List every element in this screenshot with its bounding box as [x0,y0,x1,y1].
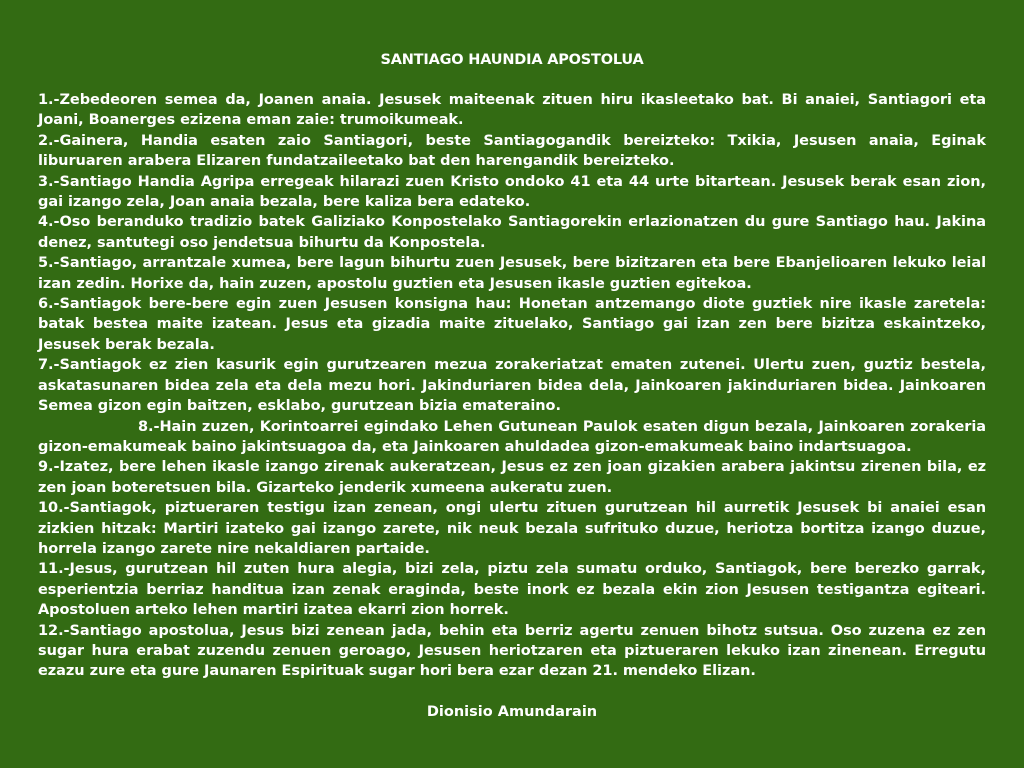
slide-title: SANTIAGO HAUNDIA APOSTOLUA [380,52,644,68]
paragraph-9: 9.-Izatez, bere lehen ikasle izango zirenak aukeratzean, Jesus ez zen joan gizakien arabera jakintsu zirenen bila, ez zen joan boteretsuen bila. Gizarteko jenderik xumeena aukeratu zuen. [38,459,986,496]
paragraph-10: 10.-Santiagok, piztueraren testigu izan zenean, ongi ulertu zituen gurutzean hil aurretik Jesusek bi anaiei esan zizkien hitzak: Martiri izateko gai izango zarete, nik neuk bezala sufrituko duzue, heriotza bortitza izango duzue, horrela izango zarete nire nekaldiaren partaide. [38,500,986,557]
paragraph-11: 11.-Jesus, gurutzean hil zuten hura alegia, bizi zela, piztu zela sumatu orduko, Santiagok, bere berezko garrak, esperientzia berriaz handitua izan zenak eraginda, beste inork ez bezala ekin zion Jesusen testigantza egiteari. Apostoluen arteko lehen martiri izatea ekarri zion horrek. [38,561,986,619]
paragraph-12: 12.-Santiago apostolua, Jesus bizi zenean jada, behin eta berriz agertu zenuen bihotz sutsua. Oso zuzena ez zen sugar hura erabat zuzendu zenuen geroago, Jesusen heriotzaren eta piztueraren lekuko izan zinenean. Erregutu ezazu zure eta gure Jaunaren Espirituak sugar hori bera ezar dezan 21. mendeko Elizan. [38,622,986,680]
author-name: Dionisio Amundarain [426,703,598,720]
paragraph-5: 5.-Santiago, arrantzale xumea, bere lagun bihurtu zuen Jesusek, bere bizitzaren eta bere Ebanjelioaren lekuko leial izan zedin. Horixe da, hain zuzen, apostolu guztien eta Jesusen ikasle guztien egitekoa. [38,255,986,292]
paragraph-6: 6.-Santiagok bere-bere egin zuen Jesusen konsigna hau: Honetan antzemango diote guztiek nire ikasle zaretela: batak bestea maite izatean. Jesus eta gizadia maite zituelako, Santiago gai izan zen bere bizitza eskaintzeko, Jesusek berak bezala. [38,296,986,353]
paragraph-7: 7.-Santiagok ez zien kasurik egin gurutzearen mezua zorakeriatzat ematen zutenei. Ulertu zuen, guztiz bestela, askatasunaren bidea zela eta dela mezu hori. Jakinduriaren bidea dela, Jainkoaren jakinduriaren bidea. Jainkoaren Semea gizon egin baitzen, esklabo, gurutzean bizia emateraino. [38,357,986,415]
paragraph-3: 3.-Santiago Handia Agripa erregeak hilarazi zuen Kristo ondoko 41 eta 44 urte bitartean. Jesusek berak esan zion, gai izango zela, Joan anaia bezala, bere kaliza bera edateko. [38,173,986,211]
paragraph-2: 2.-Gainera, Handia esaten zaio Santiagori, beste Santiagogandik bereizteko: Txikia, Jesusen anaia, Eginak liburuaren arabera Elizaren fundatzaileetako bat den harengandik bereizteko. [38,132,986,170]
paragraph-8: 8.-Hain zuzen, Korintoarrei egindako Lehen Gutunean Paulok esaten digun bezala, Jainkoaren zorakeria gizon-emakumeak baino jakintsuagoa da, eta Jainkoaren ahuldadea gizon-emakumeak baino indartsuagoa. [38,418,986,455]
paragraph-4: 4.-Oso beranduko tradizio batek Galiziako Konpostelako Santiagorekin erlazionatzen du gure Santiago hau. Jakina denez, santutegi oso jendetsua bihurtu da Konpostela. [38,214,986,251]
paragraph-1: 1.-Zebedeoren semea da, Joanen anaia. Jesusek maiteenak zituen hiru ikasleetako bat. Bi anaiei, Santiagori eta Joani, Boanerges ezizena eman zaie: trumoikumeak. [38,92,986,129]
slide-content [38,50,986,722]
